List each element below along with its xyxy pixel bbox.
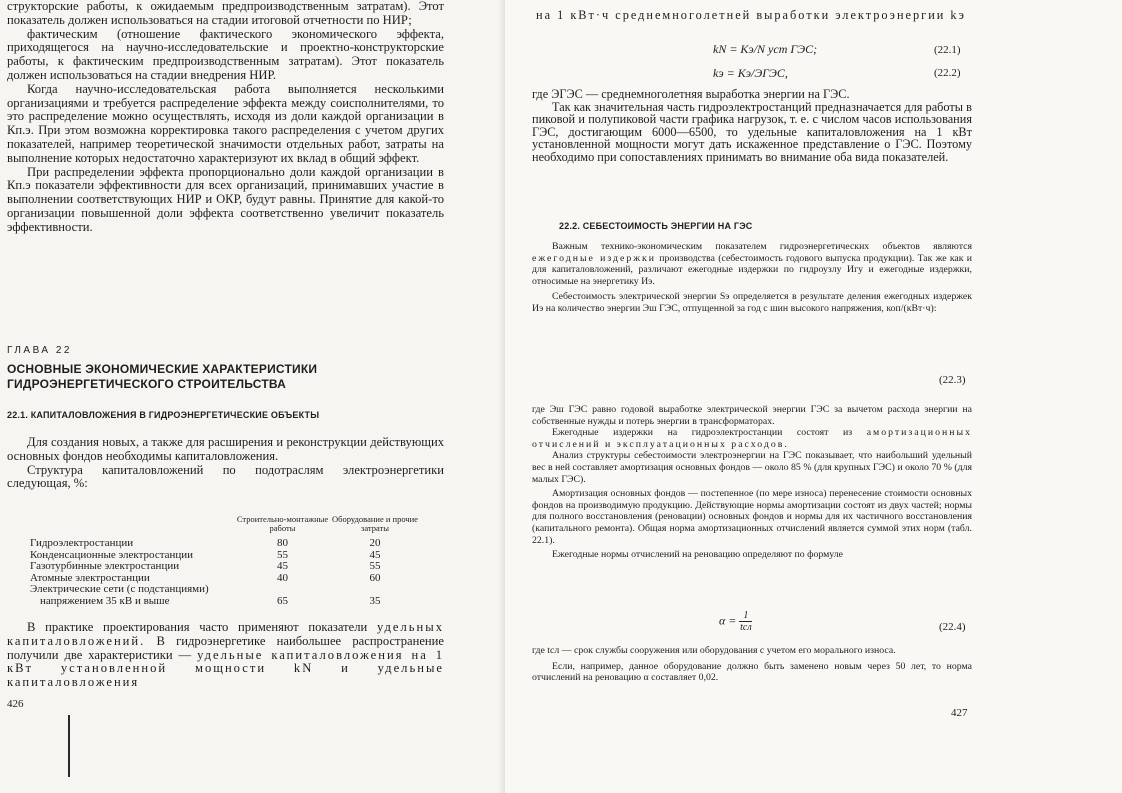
paragraph: Амортизация основных фондов — постепенное (по мере износа) перенесение стоимости основных фондов на производимую продукцию. Действующие нормы амортизации состоят из двух частей; нормы для полного восстановления (реновации) основных фондов и нормы для их частичного восстановления (капитального ремонта). Общая норма амортизационных отчислений является суммой этих норм (табл. 22.1). — [532, 488, 972, 546]
equation-number: (22.1) — [934, 44, 961, 56]
paragraph: Ежегодные издержки на гидроэлектростанции состоят из амортизационных отчислений и эксплуатационных расходов. — [532, 427, 972, 450]
page-number: 427 — [951, 707, 968, 719]
table-row: Атомные электростанции 40 60 — [30, 571, 381, 584]
intro-paragraph: Когда научно-исследовательская работа выполняется несколькими организациями и требуется распределение эффекта между соисполнителями, то это распределение можно осуществлять, исходя из доли каждой организации в Кп.э. При этом возможна корректировка такого распределения с учетом других показателей, например теоретической значимости отдельных работ, затраты на выполнение которых недостаточно характеризуют их вклад в общий эффект. — [7, 81, 444, 165]
paragraph: Если, например, данное оборудование должно быть заменено новым через 50 лет, то норма отчислений на реновацию α составляет 0,02. — [532, 660, 972, 684]
paragraph: где tсл — срок службы сооружения или оборудования с учетом его морального износа. — [532, 645, 896, 656]
closing-paragraph: В практике проектирования часто применяют показатели удельных капиталовложений. В гидроэнергетике наибольшее распространение получили две характеристики — удельные капиталовложения на 1 кВт установленной мощности kN и удельные капиталовложения — [7, 620, 444, 690]
section-paragraph: Структура капиталовложений по подотраслям электроэнергетики следующая, %: — [7, 462, 444, 491]
section-title: 22.2. СЕБЕСТОИМОСТЬ ЭНЕРГИИ НА ГЭС — [559, 221, 753, 231]
equation-number: (22.4) — [939, 621, 966, 633]
equation-22-4: α = $\frac{1}{\text{tсл}}$ — [719, 610, 752, 633]
text-block-2 — [532, 241, 972, 315]
equation-number: (22.3) — [939, 374, 966, 386]
table-row: Электрические сети (с подстанциями) напряжением 35 кВ и выше 65 35 — [30, 583, 381, 607]
equation-22-1: kN = Kэ/N уст ГЭС; — [713, 42, 818, 56]
fraction: $\frac{1}{\text{tсл}}$ — [740, 610, 752, 633]
table-row: Гидроэлектростанции 80 20 — [30, 537, 381, 549]
section-paragraph: Для создания новых, а также для расширения и реконструкции действующих основных фондов необходимы капиталовложения. — [7, 435, 444, 463]
left-intro-text — [7, 0, 444, 235]
table-header: Строительно-монтажные работы — [236, 514, 329, 533]
chapter-title — [7, 362, 444, 392]
continuation-line: на 1 кВт·ч среднемноголетней выработки электроэнергии kэ — [536, 8, 966, 22]
table-row: Газотурбинные электростанции 45 55 — [30, 560, 381, 572]
text-block-4 — [532, 645, 972, 684]
chapter-label: ГЛАВА 22 — [7, 345, 72, 356]
capital-structure-table — [30, 515, 430, 607]
text-block-1 — [532, 88, 972, 163]
chapter-title-line: ОСНОВНЫЕ ЭКОНОМИЧЕСКИЕ ХАРАКТЕРИСТИКИ — [7, 362, 318, 376]
paragraph: Ежегодные нормы отчислений на реновацию определяют по формуле — [552, 549, 844, 561]
table-header: Оборудование и прочие затраты — [332, 514, 418, 533]
closing-text — [7, 621, 444, 690]
left-page — [0, 0, 505, 793]
paragraph: где Эш ГЭС равно годовой выработке электрической энергии ГЭС за вычетом расхода энергии на собственные нужды и потерь энергии в трансформаторах. — [532, 404, 972, 427]
intro-paragraph: структорские работы, к ожидаемым предпроизводственным затратам). Этот показатель должен использоваться на стадии итоговой отчетности по НИР; — [7, 0, 444, 27]
paragraph: Анализ структуры себестоимости электроэнергии на ГЭС показывает, что наибольший удельный вес в ней составляет амортизация основных фондов — около 85 % (для крупных ГЭС) и около 70 % (для малых ГЭС). — [532, 450, 972, 485]
right-page — [505, 0, 1122, 793]
paragraph: Так как значительная часть гидроэлектростанций предназначается для работы в пиковой и полупиковой части графика нагрузок, т. е. с числом часов использования ГЭС, достигающим 6000—6500, то удельные капиталовложения на 1 кВт установленной мощности могут дать искаженное представление о ГЭС. Поэтому необходимо при сопоставлениях принимать во внимание оба вида показателей. — [532, 99, 972, 164]
chapter-title-line: ГИДРОЭНЕРГЕТИЧЕСКОГО СТРОИТЕЛЬСТВА — [7, 377, 287, 391]
continuation-text — [536, 9, 976, 22]
intro-paragraph: фактическим (отношение фактического экономического эффекта, приходящегося на научно-исследовательские и проектно-конструкторские работы, к фактическим предпроизводственным затратам). Этот показатель должен использоваться на стадии внедрения НИР. — [7, 26, 444, 82]
section-title: 22.1. КАПИТАЛОВЛОЖЕНИЯ В ГИДРОЭНЕРГЕТИЧЕСКИЕ ОБЪЕКТЫ — [7, 410, 320, 420]
where-clause: где ЭГЭС — среднемноголетняя выработка энергии на ГЭС. — [532, 87, 850, 101]
equation-22-2: kэ = Kэ/ЭГЭС, — [713, 66, 788, 80]
paragraph: Важным технико-экономическим показателем гидроэнергетических объектов являются ежегодные издержки производства (себестоимость годового выпуска продукции). Так же как и для капиталовложений, различают ежегодные издержки по гидроузлу Игу и ежегодные издержки, относимые на энергетику Иэ. — [532, 241, 972, 287]
page-number: 426 — [7, 698, 24, 710]
section-text — [7, 436, 444, 491]
text-block-3 — [532, 404, 972, 561]
paragraph: Себестоимость электрической энергии Sэ определяется в результате деления ежегодных издержек Иэ на количество энергии Эш ГЭС, отпущенной за год с шин высокого напряжения, коп/(кВт·ч): — [532, 291, 972, 314]
scan-artifact-line — [68, 715, 70, 777]
intro-paragraph: При распределении эффекта пропорционально доли каждой организации в Кп.э показатели эффективности для всех организаций, принимавших участие в выполнении соответствующих НИР и ОКР, будут равны. Принятие для какой-то организации повышенной доли эффекта соответственно увеличит показатель эффективности. — [7, 164, 444, 234]
equation-number: (22.2) — [934, 67, 961, 79]
table-row: Конденсационные электростанции 55 45 — [30, 548, 381, 561]
